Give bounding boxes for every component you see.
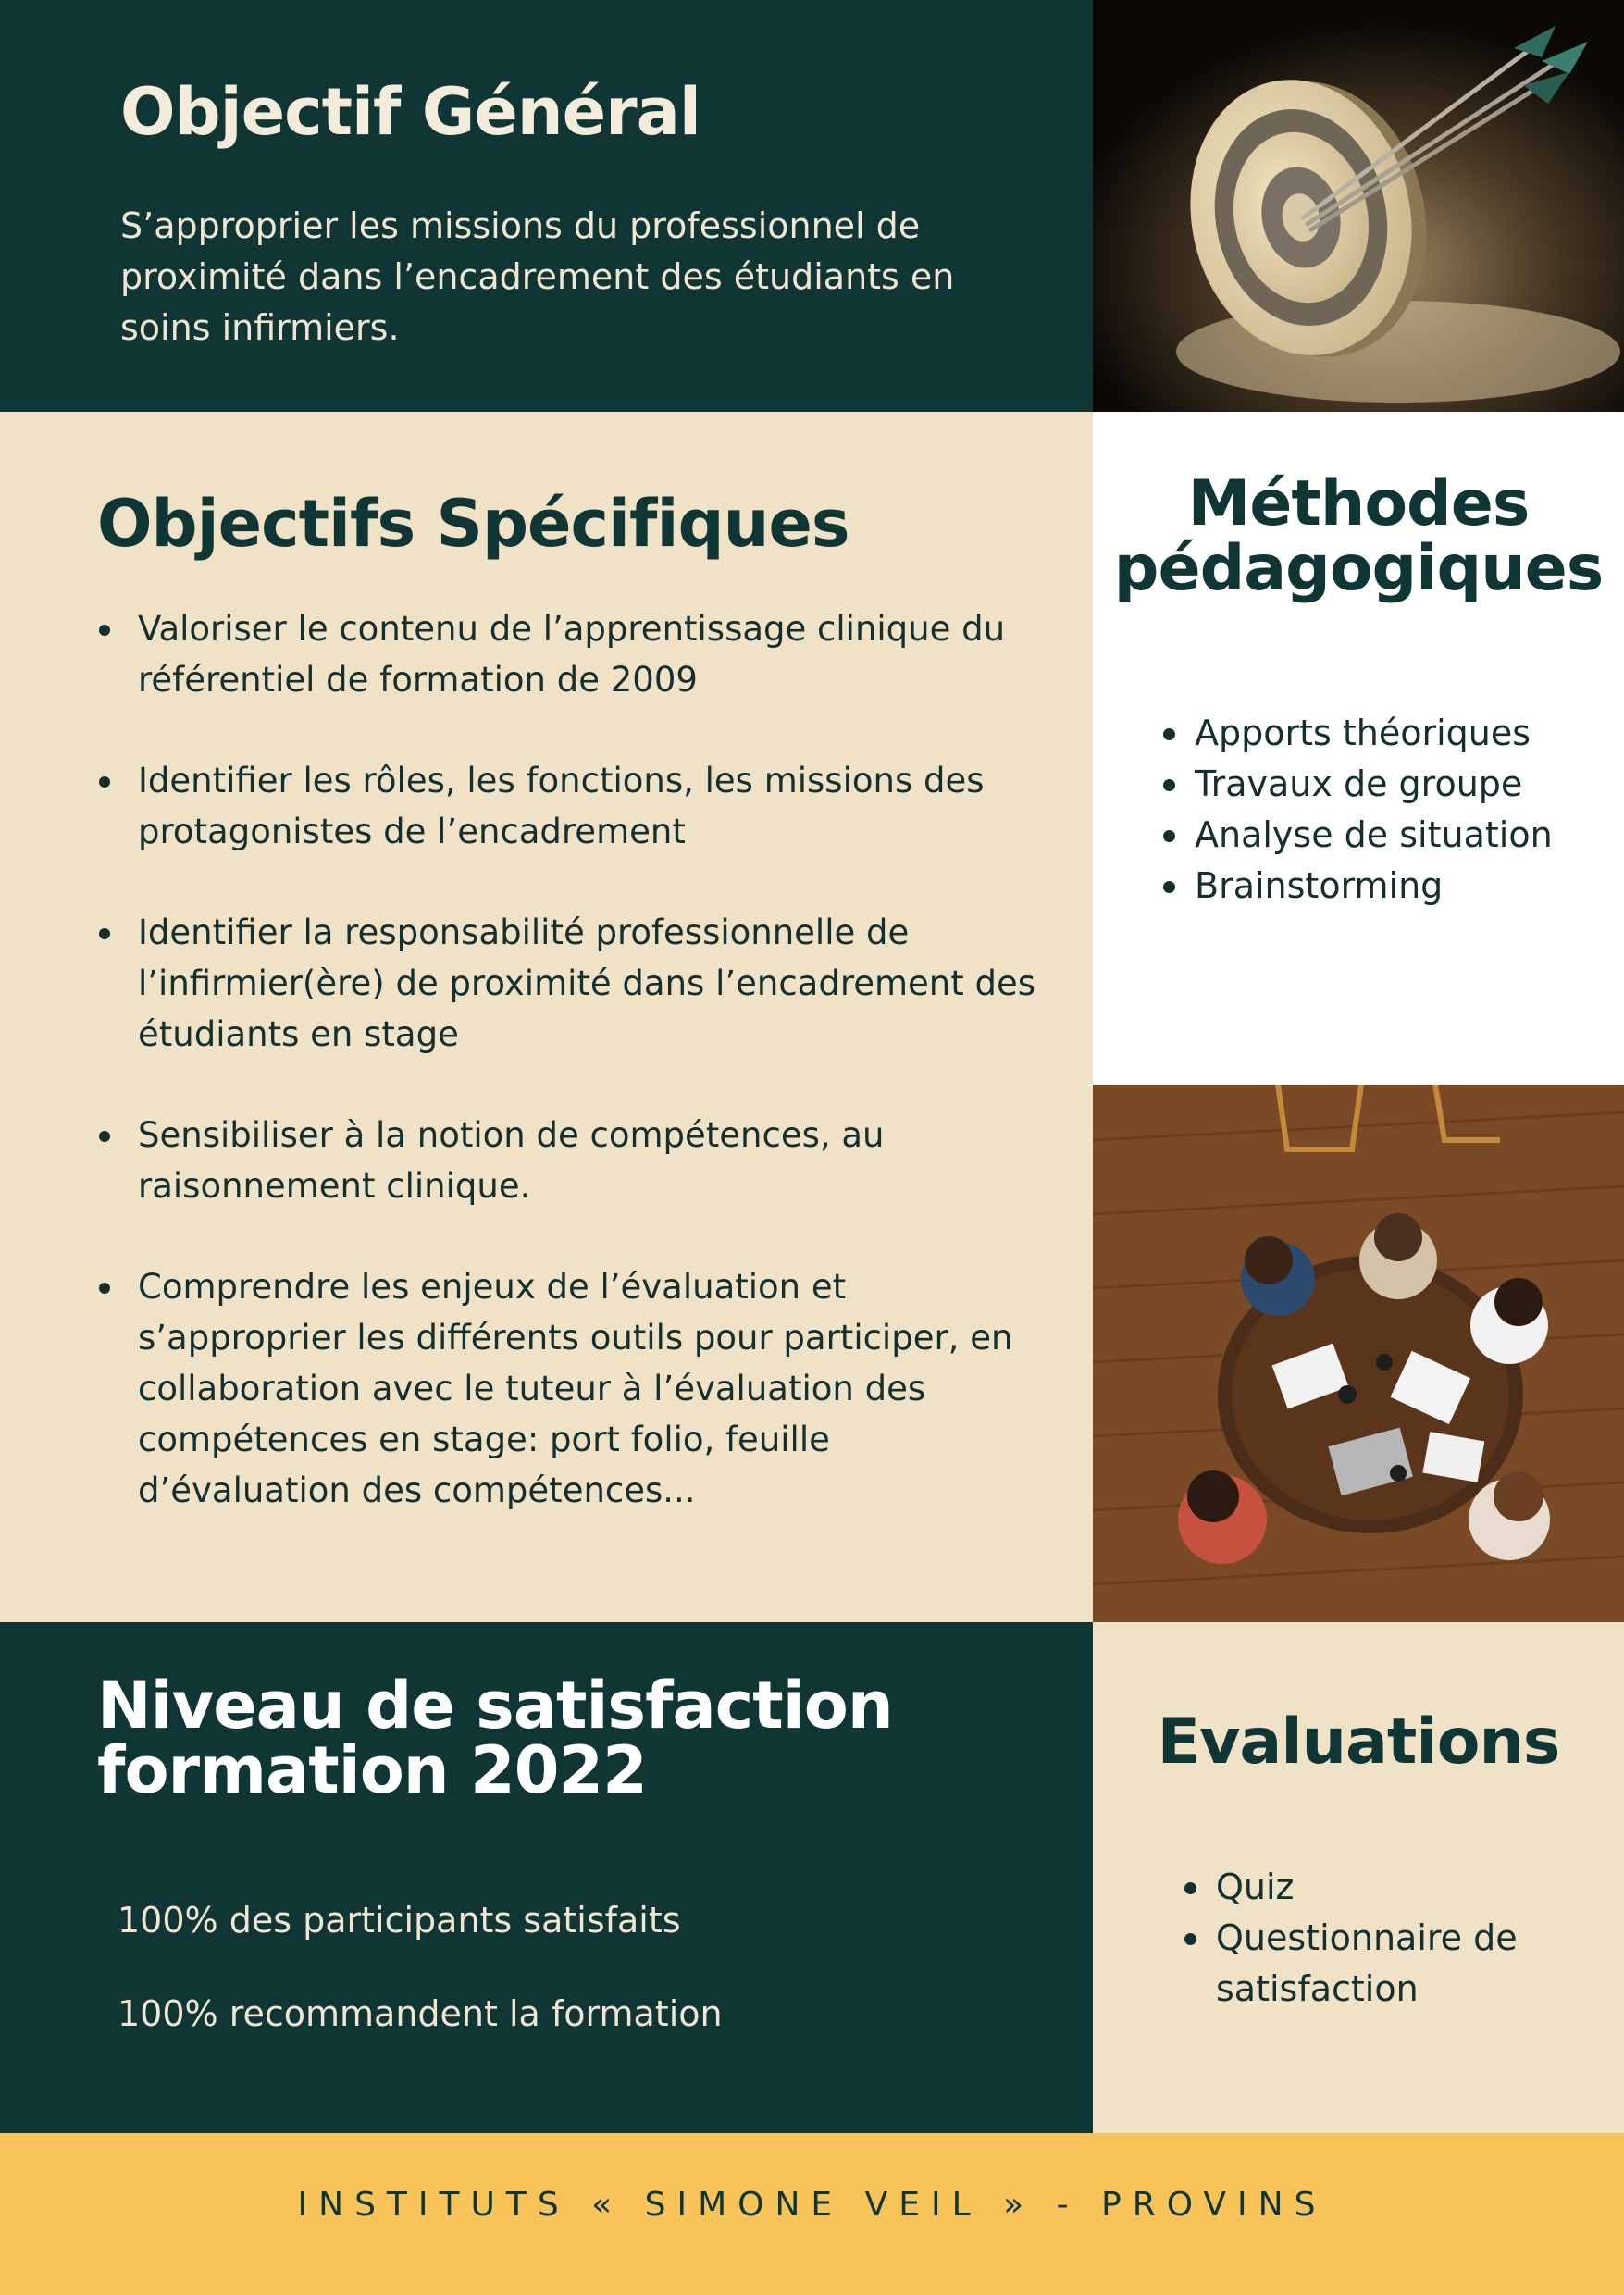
teaching-methods-section [1093, 412, 1624, 1085]
teaching-methods-list [1093, 708, 1624, 912]
list-item: Questionnaire de satisfaction [1216, 1913, 1624, 2015]
evaluations-section [1093, 1622, 1624, 2133]
group-work-image [1093, 1085, 1624, 1622]
evaluations-title: Evaluations [1157, 1706, 1560, 1779]
list-item: Brainstorming [1195, 861, 1624, 912]
specific-objectives-title: Objectifs Spécifiques [97, 486, 849, 562]
list-item: Analyse de situation [1195, 810, 1624, 861]
satisfaction-title-line1: Niveau de satisfaction [97, 1668, 893, 1743]
general-objective-section [0, 0, 1093, 412]
institute-name: INSTITUTS « SIMONE VEIL » - PROVINS [297, 2186, 1327, 2224]
list-item: Identifier les rôles, les fonctions, les missions des protagonistes de l’encadrement [116, 755, 1037, 857]
list-item: Comprendre les enjeux de l’évaluation et s’approprier les différents outils pour participer, en collaboration avec le tuteur à l’évaluation des compétences en stage: port folio, feuille d’évaluation des compétences... [116, 1261, 1037, 1516]
general-objective-title: Objectif Général [120, 74, 700, 150]
list-item: Identifier la responsabilité professionnelle de l’infirmier(ère) de proximité dans l’encadrement des étudiants en stage [116, 907, 1037, 1060]
evaluations-list [1093, 1862, 1624, 2015]
general-objective-text: S’approprier les missions du professionnel de proximité dans l’encadrement des étudiants en soins infirmiers. [120, 205, 955, 348]
list-item: Valoriser le contenu de l’apprentissage clinique du référentiel de formation de 2009 [116, 603, 1037, 705]
list-item: Travaux de groupe [1195, 759, 1624, 810]
list-item: Sensibiliser à la notion de compétences, au raisonnement clinique. [116, 1110, 1037, 1211]
target-arrows-illustration [1093, 0, 1624, 412]
specific-objectives-list [97, 603, 1037, 1516]
satisfaction-section [0, 1622, 1093, 2133]
target-arrows-image [1093, 0, 1624, 412]
recommendation-rate: 100% recommandent la formation [118, 1993, 723, 2034]
satisfaction-title-line2: formation 2022 [97, 1732, 647, 1808]
list-item: Apports théoriques [1195, 708, 1624, 759]
satisfaction-title [97, 1668, 930, 1808]
specific-objectives-section [0, 412, 1093, 1622]
list-item: Quiz [1216, 1862, 1624, 1913]
teaching-methods-title-line1: Méthodes [1187, 467, 1530, 540]
satisfaction-rate: 100% des participants satisfaits [118, 1900, 681, 1941]
teaching-methods-title-line2: pédagogiques [1113, 532, 1604, 605]
group-meeting-illustration [1093, 1085, 1624, 1622]
footer [0, 2133, 1624, 2295]
teaching-methods-title [1093, 467, 1624, 605]
